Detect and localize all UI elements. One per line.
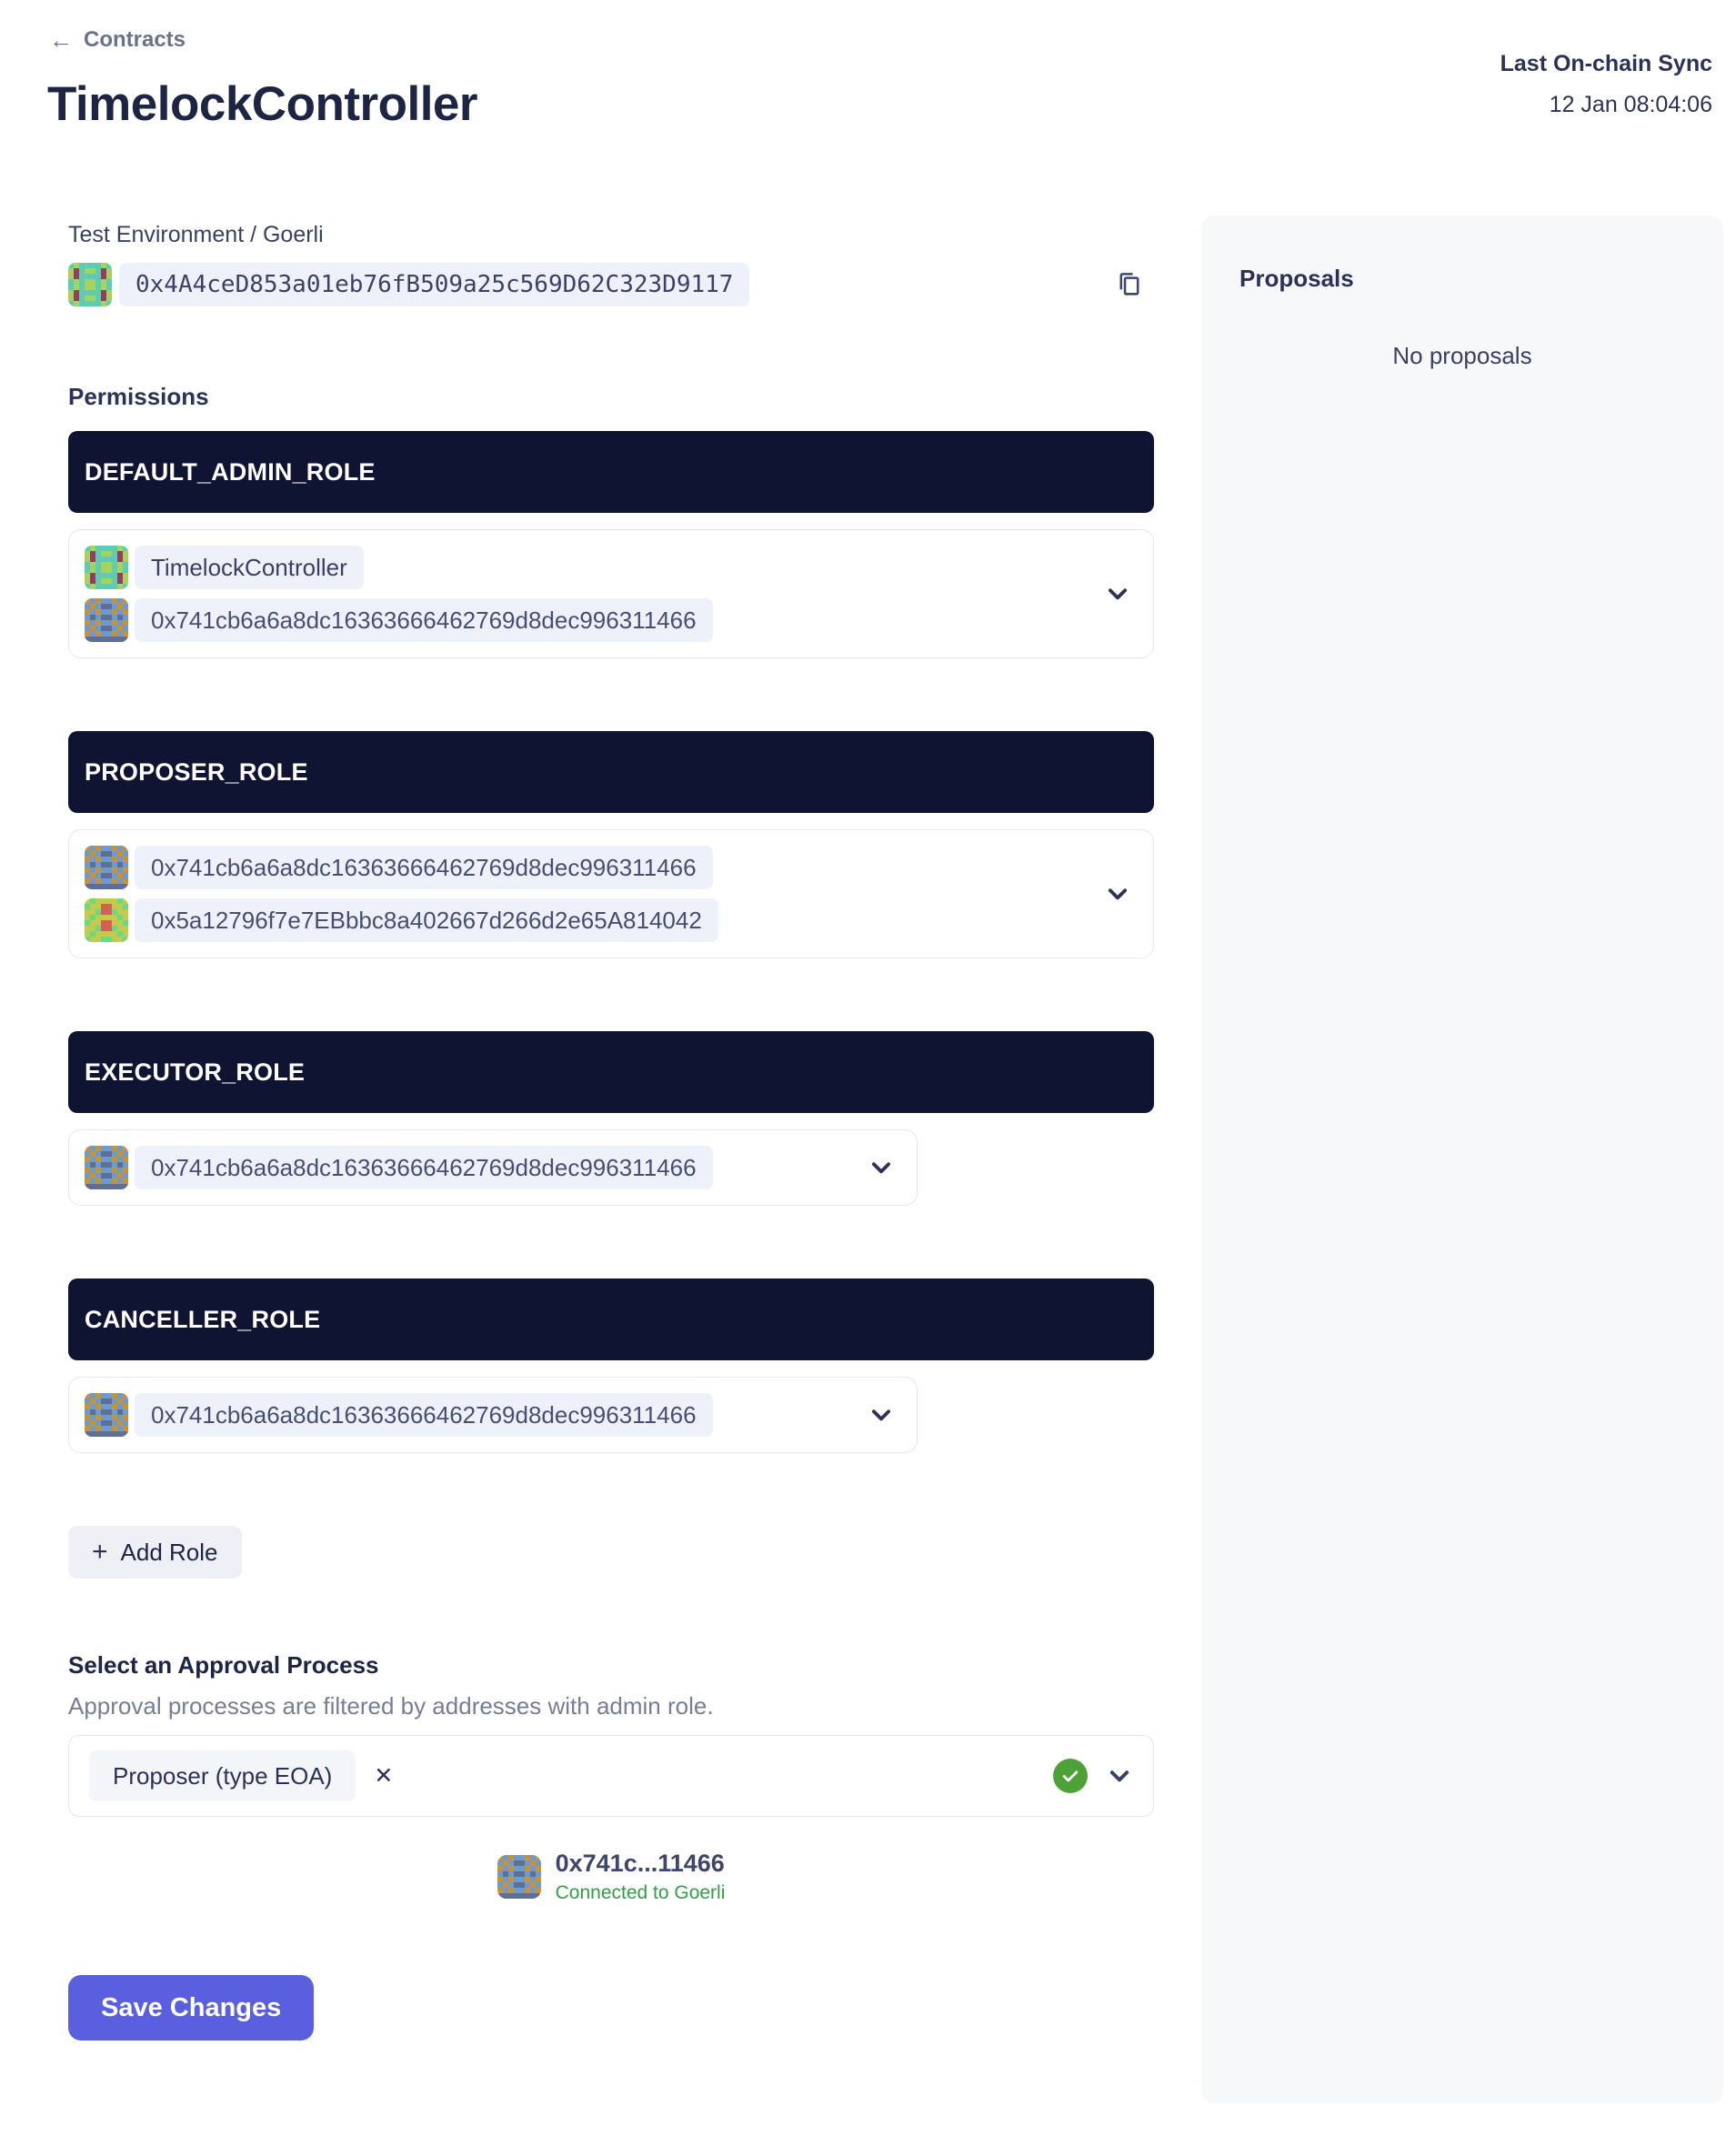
add-role-label: Add Role — [120, 1538, 218, 1566]
contract-address-row — [68, 263, 1154, 306]
connected-account — [68, 1850, 1154, 1904]
member-address-chip: 0x741cb6a6a8dc16363666462769d8dec996311466 — [135, 598, 713, 642]
role-header — [68, 431, 1154, 513]
remove-selection-icon[interactable]: ✕ — [374, 1762, 394, 1789]
breadcrumb-label: Contracts — [84, 27, 186, 52]
member-address-chip: 0x5a12796f7e7EBbbc8a402667d266d2e65A814042 — [135, 898, 718, 942]
member-address-chip: 0x741cb6a6a8dc16363666462769d8dec996311466 — [135, 1393, 713, 1437]
role-members-dropdown[interactable] — [68, 1377, 918, 1453]
connected-account-address: 0x741c...11466 — [555, 1850, 725, 1877]
proposals-heading: Proposals — [1239, 265, 1354, 292]
role-header — [68, 1031, 1154, 1113]
connected-account-identicon — [497, 1855, 541, 1899]
add-role-button[interactable] — [68, 1526, 242, 1579]
member-address-chip: 0x741cb6a6a8dc16363666462769d8dec996311466 — [135, 846, 713, 889]
role-name-label: CANCELLER_ROLE — [85, 1305, 321, 1333]
last-sync-block — [1500, 51, 1712, 118]
role-member-row[interactable] — [85, 1393, 901, 1437]
role-member-list — [85, 846, 1138, 942]
proposals-empty-text: No proposals — [1392, 342, 1532, 369]
connected-status: Connected to Goerli — [555, 1882, 726, 1903]
roles-list — [68, 431, 1154, 1453]
member-identicon — [85, 546, 128, 589]
selected-process-chip: Proposer (type EOA) — [89, 1750, 356, 1801]
contract-identicon — [68, 263, 112, 306]
member-identicon — [85, 846, 128, 889]
copy-address-button[interactable] — [1114, 268, 1145, 302]
role-section — [68, 1279, 1154, 1453]
contract-address-chip: 0x4A4ceD853a01eb76fB509a25c569D62C323D9117 — [119, 263, 749, 306]
role-member-row[interactable] — [85, 598, 1138, 642]
chevron-down-icon[interactable] — [1104, 580, 1131, 607]
breadcrumb-back-contracts[interactable] — [49, 27, 186, 53]
role-member-row[interactable] — [85, 846, 1138, 889]
role-member-row[interactable] — [85, 1146, 901, 1189]
member-identicon — [85, 598, 128, 642]
role-header — [68, 731, 1154, 813]
back-arrow-icon: ← — [49, 26, 73, 54]
role-section — [68, 731, 1154, 958]
chevron-down-icon[interactable] — [868, 1154, 895, 1181]
last-sync-label: Last On-chain Sync — [1500, 51, 1712, 76]
role-name-label: PROPOSER_ROLE — [85, 757, 308, 786]
select-right-icons — [1053, 1759, 1133, 1793]
approval-process-heading: Select an Approval Process — [68, 1651, 379, 1679]
member-address-chip: TimelockController — [135, 546, 364, 589]
chevron-down-icon[interactable] — [868, 1401, 895, 1429]
role-section — [68, 431, 1154, 658]
save-changes-button[interactable]: Save Changes — [68, 1975, 314, 2041]
role-members-dropdown[interactable] — [68, 829, 1154, 958]
proposals-panel — [1201, 216, 1723, 2103]
role-member-list — [85, 1146, 901, 1189]
chevron-down-icon[interactable] — [1106, 1762, 1133, 1790]
role-header — [68, 1279, 1154, 1360]
role-name-label: DEFAULT_ADMIN_ROLE — [85, 457, 376, 486]
page-title: TimelockController — [47, 77, 478, 131]
chevron-down-icon[interactable] — [1104, 880, 1131, 908]
approval-process-description: Approval processes are filtered by addresses with admin role. — [68, 1692, 714, 1720]
role-member-list — [85, 1393, 901, 1437]
role-section — [68, 1031, 1154, 1206]
main-column — [68, 222, 1154, 2041]
member-identicon — [85, 1393, 128, 1437]
role-member-row[interactable] — [85, 898, 1138, 942]
member-address-chip: 0x741cb6a6a8dc16363666462769d8dec996311466 — [135, 1146, 713, 1189]
valid-check-icon — [1053, 1759, 1088, 1793]
member-identicon — [85, 898, 128, 942]
role-members-dropdown[interactable] — [68, 529, 1154, 658]
permissions-heading: Permissions — [68, 383, 209, 410]
role-member-row[interactable] — [85, 546, 1138, 589]
role-name-label: EXECUTOR_ROLE — [85, 1058, 306, 1086]
last-sync-value: 12 Jan 08:04:06 — [1549, 92, 1712, 117]
role-members-dropdown[interactable] — [68, 1129, 918, 1206]
copy-icon — [1114, 268, 1145, 302]
member-identicon — [85, 1146, 128, 1189]
plus-icon: + — [92, 1537, 108, 1567]
connected-account-info — [556, 1850, 726, 1904]
approval-process-select[interactable] — [68, 1735, 1154, 1817]
role-member-list — [85, 546, 1138, 642]
environment-label: Test Environment / Goerli — [68, 222, 324, 247]
